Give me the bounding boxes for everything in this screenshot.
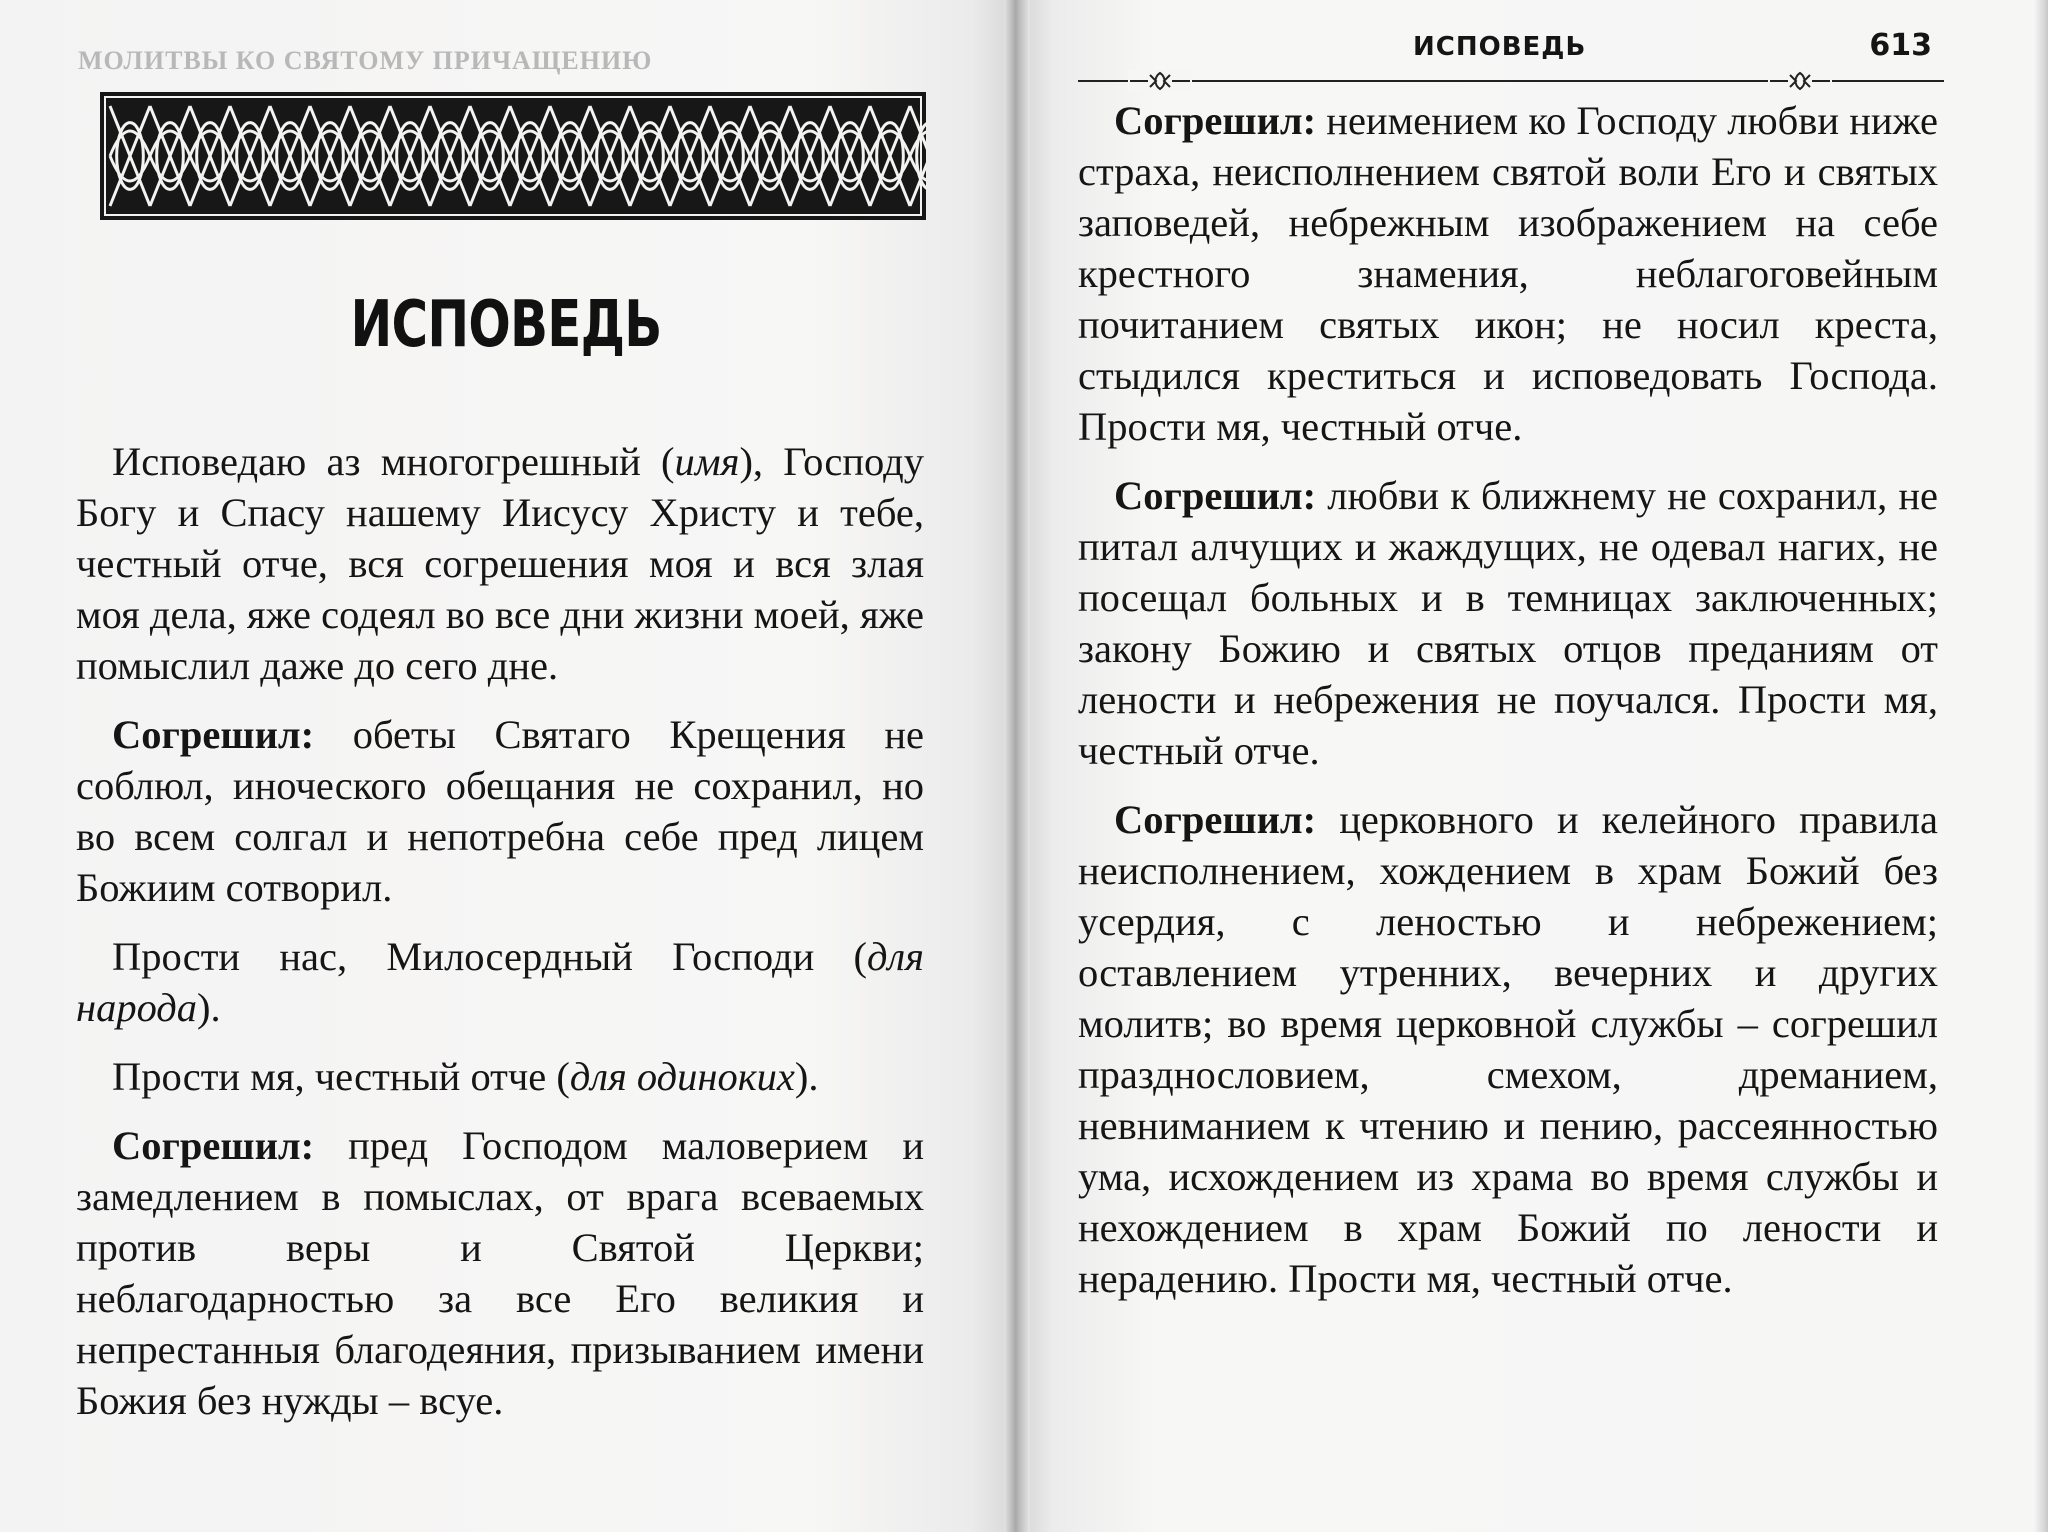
right-text-column [1078,95,1938,1322]
paragraph-text: Прости мя, честный отче ( [112,1054,570,1099]
paragraph-text: пред Господом маловерием и замедлением в помыслах, от врага всеваемых против веры и Святой Церкви; неблагодарностью за все Его великия и непрестанныя благодеяния, призыванием имени Божия без нужды – всуе. [76,1123,924,1423]
paragraph-text: Прости нас, Милосердный Господи ( [112,934,868,979]
header-flourish-right [1768,70,1832,92]
rubric-note: для народа [76,934,924,1030]
paragraph-text: церковного и келейного правила неисполнением, хождением в храм Божий без усердия, с леностью и небрежением; оставлением утренних, вечерних и других молитв; во время церковной службы – согрешил празднословием, смехом, дреманием, невниманием к чтению и пению, рассеянностью ума, исхождением из храма во время службы и нехождением в храм Божий по лености и нерадению. Прости мя, честный отче. [1078,797,1938,1301]
left-text-column [76,436,924,1444]
chapter-title: ИСПОВЕДЬ [350,288,662,362]
paragraph [1078,794,1938,1304]
paragraph-lead-word: Согрешил: [112,1123,315,1168]
show-through-header: МОЛИТВЫ КО СВЯТОМУ ПРИЧАЩЕНИЮ [78,46,653,75]
page-edge-shadow [2034,0,2048,1532]
celtic-knot-ornament [100,92,926,220]
running-header [1078,28,1944,90]
paragraph-text: неимением ко Господу любви ниже страха, неисполнением святой воли Его и святых заповедей, небрежным изображением на себе крестного знамения, неблагоговейным почитанием святых икон; не носил креста, стыдился креститься и исповедовать Господа. Прости мя, честный отче. [1078,98,1938,449]
paragraph [76,1051,924,1102]
paragraph-lead-word: Согрешил: [1114,98,1317,143]
paragraph-text: обеты Святаго Крещения не соблюл, иноческого обещания не сохранил, но во всем солгал и непотребна себе пред лицем Божиим сотворил. [76,712,924,910]
paragraph-lead-word: Согрешил: [1114,473,1317,518]
page-number: 613 [1869,28,1932,63]
rubric-note: имя [674,439,740,484]
paragraph [76,436,924,691]
paragraph [1078,470,1938,776]
paragraph-lead-word: Согрешил: [1114,797,1317,842]
paragraph [76,709,924,913]
paragraph [76,931,924,1033]
paragraph-text: ). [794,1054,819,1099]
paragraph-text: ). [197,985,221,1030]
paragraph [1078,95,1938,452]
paragraph-text: Исповедаю аз многогрешный ( [112,439,675,484]
paragraph-text: ), Господу Богу и Спасу нашему Иисусу Христу и тебе, честный отче, вся согрешения моя и вся злая моя дела, яже содеял во все дни жизни моей, яже помыслил даже до сего дне. [76,439,924,688]
running-title: ИСПОВЕДЬ [1413,32,1587,62]
left-page [0,0,1012,1532]
book-gutter [1004,0,1030,1532]
paragraph-text: любви к ближнему не сохранил, не питал алчущих и жаждущих, не одевал нагих, не посещал больных и в темницах заключенных; закону Божию и святых отцов преданиям от лености и небрежения не поучался. Прости мя, честный отче. [1078,473,1938,773]
rubric-note: для одиноких [569,1054,795,1099]
header-flourish-left [1128,70,1192,92]
paragraph [76,1120,924,1426]
paragraph-lead-word: Согрешил: [112,712,315,757]
